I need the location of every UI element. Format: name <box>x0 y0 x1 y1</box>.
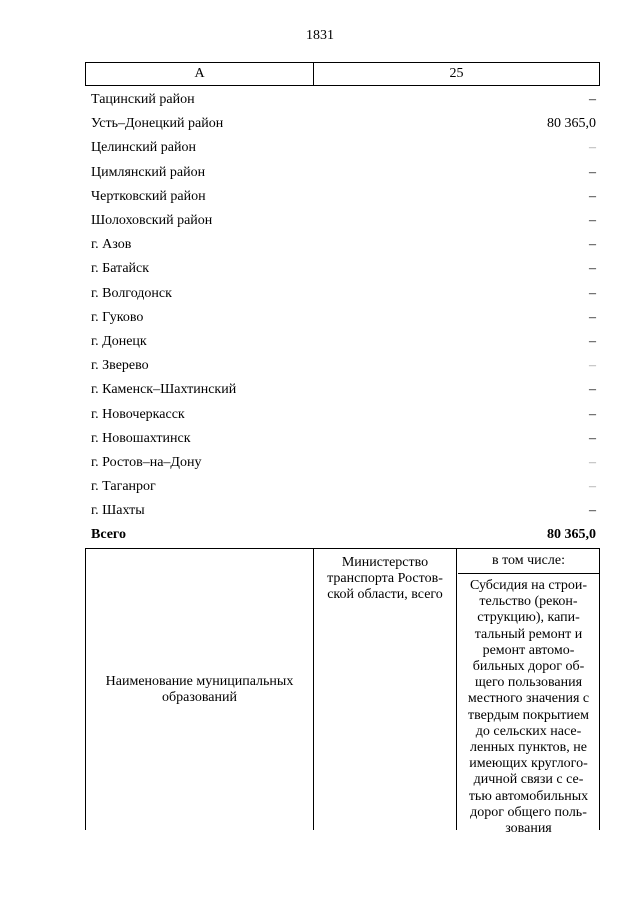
table-row <box>85 185 600 209</box>
municipality-value: – <box>589 188 596 204</box>
municipality-value: – <box>589 285 596 301</box>
municipal-names-header <box>86 549 314 830</box>
table-row <box>85 306 600 330</box>
header-col-a: А <box>86 63 314 85</box>
municipality-value: – <box>589 309 596 325</box>
table-row <box>85 282 600 306</box>
municipality-name: г. Ростов–на–Дону <box>91 454 202 470</box>
municipality-value: – <box>589 358 596 374</box>
table-row <box>85 451 600 475</box>
table-rows <box>85 88 600 523</box>
header-col-25: 25 <box>449 66 464 81</box>
table-row <box>85 136 600 160</box>
column-header-table <box>85 548 600 837</box>
table-row <box>85 233 600 257</box>
page-number: 1831 <box>306 28 334 43</box>
table-row <box>85 499 600 523</box>
municipal-names-header-text: Наименование муниципальных образований <box>105 673 294 705</box>
municipality-name: Чертковский район <box>91 188 206 204</box>
total-value: 80 365,0 <box>547 527 596 543</box>
municipality-name: г. Таганрог <box>91 479 156 495</box>
municipality-value: – <box>589 140 596 156</box>
municipality-name: Усть–Донецкий район <box>91 116 224 132</box>
table-row <box>85 257 600 281</box>
table-header-row <box>85 62 600 86</box>
municipality-value: – <box>589 261 596 277</box>
total-row <box>85 523 600 547</box>
municipality-value: – <box>589 92 596 108</box>
municipality-value: – <box>589 479 596 495</box>
municipality-name: г. Гуково <box>91 309 144 325</box>
table-row <box>85 427 600 451</box>
municipality-name: г. Донецк <box>91 333 147 349</box>
municipality-name: г. Батайск <box>91 261 150 277</box>
municipality-value: – <box>589 406 596 422</box>
ministry-total-header-text: Министерство транспорта Ростов- ской области, всего <box>327 555 443 602</box>
municipality-value: – <box>589 164 596 180</box>
including-subheader: в том числе: <box>458 549 599 574</box>
municipality-value: – <box>589 237 596 253</box>
municipality-name: г. Новошахтинск <box>91 430 191 446</box>
municipality-value: – <box>589 454 596 470</box>
municipality-name: Шолоховский район <box>91 213 213 229</box>
municipality-name: г. Новочеркасск <box>91 406 185 422</box>
municipality-name: г. Азов <box>91 237 132 253</box>
table-row <box>85 209 600 233</box>
table-row <box>85 402 600 426</box>
municipality-name: г. Каменск–Шахтинский <box>91 382 237 398</box>
table-row <box>85 378 600 402</box>
municipality-value: – <box>589 333 596 349</box>
municipality-name: Целинский район <box>91 140 196 156</box>
ministry-total-header <box>314 549 457 830</box>
municipality-value: – <box>589 503 596 519</box>
municipality-value: – <box>589 430 596 446</box>
municipality-value: – <box>589 213 596 229</box>
table-row <box>85 88 600 112</box>
municipality-name: г. Зверево <box>91 358 149 374</box>
table-row <box>85 330 600 354</box>
table-row <box>85 112 600 136</box>
total-label: Всего <box>91 527 126 543</box>
table-row <box>85 475 600 499</box>
municipality-name: г. Волгодонск <box>91 285 172 301</box>
municipality-name: Цимлянский район <box>91 164 206 180</box>
subsidy-description: Субсидия на строи- тельство (рекон- струкцию), капи- тальный ремонт и ремонт автомо- бильных дорог об- щего пользования местного значения с твердым покрытием до сельских насе- ленных пунктов, не имеющих круглого- дичной связи с се- тью автомобильных дорог общего поль- зования <box>467 578 590 837</box>
table-row <box>85 161 600 185</box>
municipality-name: г. Шахты <box>91 503 145 519</box>
table-row <box>85 354 600 378</box>
municipality-value: 80 365,0 <box>547 116 596 132</box>
municipality-value: – <box>589 382 596 398</box>
including-header <box>458 549 599 837</box>
municipality-name: Тацинский район <box>91 92 195 108</box>
allocation-table <box>85 62 600 548</box>
